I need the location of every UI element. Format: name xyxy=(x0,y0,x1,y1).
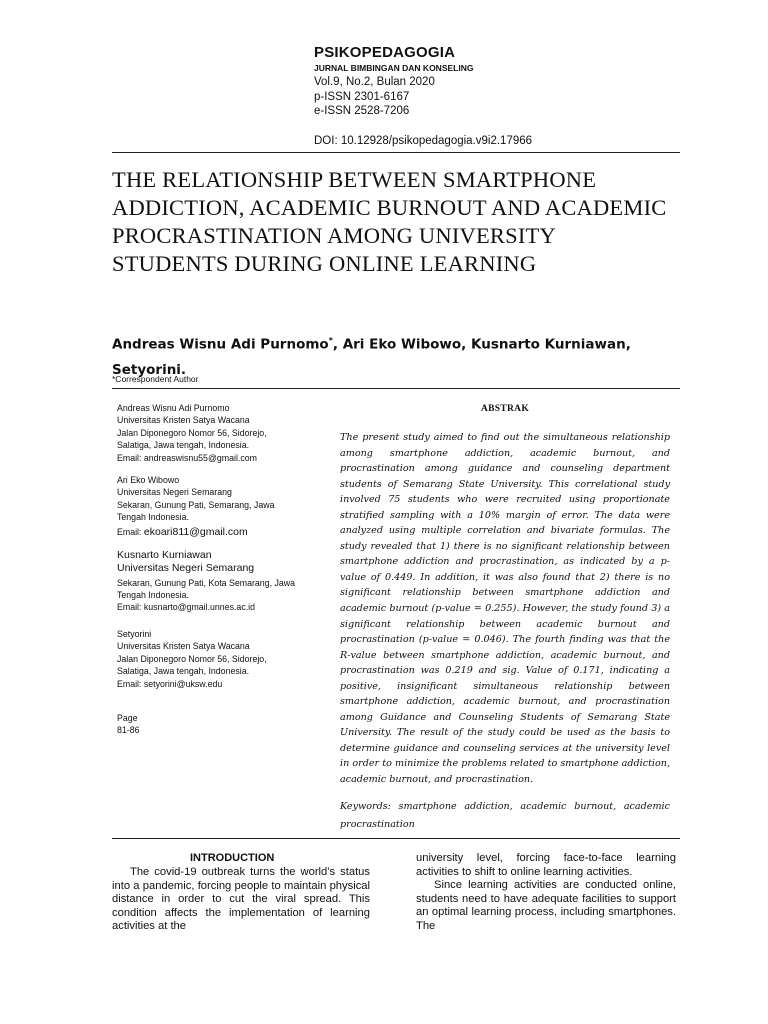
correspondent-note: *Correspondent Author xyxy=(112,374,199,384)
intro-paragraph: university level, forcing face-to-face learning activities to shift to online learning activities. xyxy=(416,852,676,878)
aff-line: Jalan Diponegoro Nomor 56, Sidorejo, xyxy=(117,427,267,438)
intro-left-column xyxy=(112,866,370,934)
paper-title: THE RELATIONSHIP BETWEEN SMARTPHONE ADDICTION, ACADEMIC BURNOUT AND ACADEMIC PROCRASTINATION AMONG UNIVERSITY STUDENTS DURING ONLINE LEARNING xyxy=(112,167,667,276)
affiliation-2 xyxy=(117,474,327,539)
keywords: Keywords: smartphone addiction, academic burnout, academic procrastination xyxy=(340,801,670,830)
aff-line: Salatiga, Jawa tengah, Indonesia. xyxy=(117,440,250,451)
aff-email: Email: setyorini@uksw.edu xyxy=(117,678,223,689)
page-range: 81-86 xyxy=(117,725,140,736)
corresponding-mark: * xyxy=(328,336,333,345)
aff-email: Email: andreaswisnu55@gmail.com xyxy=(117,452,257,463)
author-last: Setyorini. xyxy=(112,361,187,378)
affiliation-4 xyxy=(117,628,327,690)
header-rule xyxy=(112,152,680,153)
aff-line: Sekaran, Gunung Pati, Kota Semarang, Jawa xyxy=(117,577,295,588)
email-address: ekoari811@gmail.com xyxy=(143,525,248,538)
affiliations xyxy=(117,402,327,737)
email-label: Email: xyxy=(117,526,144,537)
aff-line: Jalan Diponegoro Nomor 56, Sidorejo, xyxy=(117,653,267,664)
aff-line: Sekaran, Gunung Pati, Semarang, Jawa xyxy=(117,499,275,510)
intro-paragraph: Since learning activities are conducted online, students need to have adequate facilities to support an optimal learning process, including smartphones. The xyxy=(416,879,676,932)
aff-line: Setyorini xyxy=(117,628,152,639)
aff-line: Universitas Negeri Semarang xyxy=(117,487,232,498)
intro-right-column xyxy=(416,852,676,934)
aff-line: Universitas Kristen Satya Wacana xyxy=(117,415,250,426)
author-1: Andreas Wisnu Adi Purnomo xyxy=(112,336,329,353)
aff-line: Tengah Indonesia. xyxy=(117,590,189,601)
abstract-text: The present study aimed to find out the simultaneous relationship among smartphone addiction, academic burnout, and procrastination among guidance and counseling department students of Semarang State University. This correlational study involved 75 students who were recruited using proportionate stratified sampling with a 10% margin of error. The data were analyzed using multiple correlation and bivariate formulas. The study revealed that 1) there is no significant relationship between smartphone addiction and procrastination, as indicated by a p-value of 0.449. In addition, it was also found that 2) there is no significant relationship between smartphone addiction and academic burnout (p-value = 0.255). However, the study found 3) a significant relationship between academic burnout and procrastination (p-value = 0.046). The fourth finding was that the R-value between smartphone addiction, academic burnout, and procrastination was 0.219 and sig. Value of 0.171, indicating a positive, insignificant simultaneous relationship between smartphone addiction, academic burnout, and procrastination among Guidance and Counseling Students of Semarang State University. The result of the study could be used as the basis to determine guidance and counseling services at the university level in order to minimize the problems related to smartphone addiction, academic burnout, and procrastination. xyxy=(340,432,670,786)
doi-link[interactable]: 10.12928/psikopedagogia.v9i2.17966 xyxy=(340,135,533,147)
aff-line: Ari Eko Wibowo xyxy=(117,475,180,486)
doi-label: DOI: xyxy=(314,135,338,147)
journal-name: PSIKOPEDAGOGIA xyxy=(314,44,456,61)
authors-rule xyxy=(112,388,680,389)
aff-line: Salatiga, Jawa tengah, Indonesia. xyxy=(117,666,250,677)
aff-line: Tengah Indonesia. xyxy=(117,512,189,523)
journal-volume: Vol.9, No.2, Bulan 2020 xyxy=(314,76,435,88)
abstract-rule xyxy=(112,838,680,839)
aff-email: Email: kusnarto@gmail.unnes.ac.id xyxy=(117,602,256,613)
page-label: Page xyxy=(117,712,138,723)
doi xyxy=(314,135,532,147)
journal-pissn: p-ISSN 2301-6167 xyxy=(314,91,410,103)
intro-paragraph: The covid-19 outbreak turns the world’s status into a pandemic, forcing people to maintain physical distance in order to cut the viral spread. This condition affects the implementation of learning activities at the xyxy=(112,866,370,933)
introduction-heading: INTRODUCTION xyxy=(190,852,275,864)
aff-email xyxy=(117,526,327,539)
aff-line: Kusnarto Kurniawan xyxy=(117,548,212,561)
affiliation-1 xyxy=(117,402,327,464)
page-info xyxy=(117,712,327,737)
aff-line: Universitas Kristen Satya Wacana xyxy=(117,641,250,652)
journal-subtitle: JURNAL BIMBINGAN DAN KONSELING xyxy=(314,63,474,73)
journal-eissn: e-ISSN 2528-7206 xyxy=(314,105,410,117)
aff-line: Universitas Negeri Semarang xyxy=(117,561,255,574)
authors-rest: , Ari Eko Wibowo, Kusnarto Kurniawan, xyxy=(332,336,631,353)
aff-line: Andreas Wisnu Adi Purnomo xyxy=(117,403,230,413)
affiliation-3 xyxy=(117,549,327,614)
abstract-heading: ABSTRAK xyxy=(480,404,530,414)
